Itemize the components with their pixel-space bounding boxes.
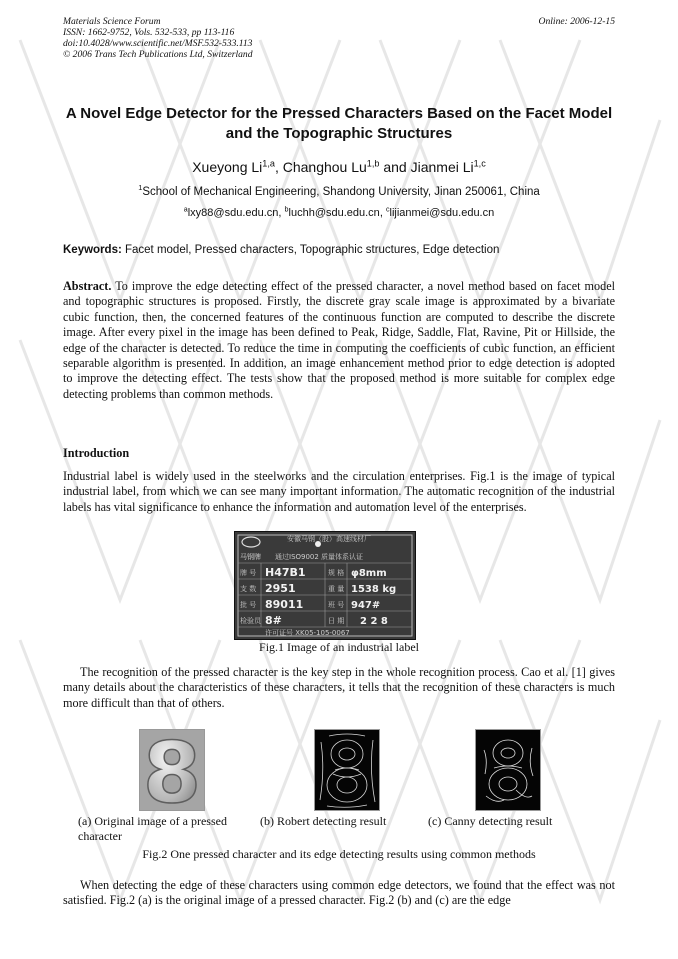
email-address[interactable]: luchh@sdu.edu.cn [288,207,380,219]
row-value: 89011 [265,598,304,611]
author-affil-sup: 1,a [262,158,275,169]
issn-line: ISSN: 1662-9752, Vols. 532-533, pp 113-116 [63,27,235,38]
email-list [0,207,678,219]
email-sup: c [385,205,390,214]
introduction-heading: Introduction [63,446,130,460]
logo-text: 马钢牌 [240,553,261,561]
abstract-paragraph [63,279,615,402]
figure-2a-image [139,729,205,811]
figure-2c-image [475,729,541,811]
author-list [0,159,678,175]
email-address[interactable]: lxy88@sdu.edu.cn [187,207,279,219]
keywords-line [63,244,615,256]
affiliation-text: School of Mechanical Engineering, Shandong University, Jinan 250061, China [142,186,540,198]
row-key: 规 格 [328,569,345,577]
row-key: 重 量 [328,585,345,593]
online-date: Online: 2006-12-15 [538,16,615,27]
email-sup: b [284,205,289,214]
keywords-label: Keywords: [63,244,122,256]
figure-1-caption: Fig.1 Image of an industrial label [259,640,419,654]
doi-line: doi:10.4028/www.scientific.net/MSF.532-533.113 [63,38,253,49]
industrial-label-graphic [235,532,415,639]
paper-title: A Novel Edge Detector for the Pressed Characters Based on the Facet Model and the Topographic Structures [65,105,613,142]
row-value: 2 2 8 [360,616,388,627]
row-key: 检验员 [240,617,261,625]
email-separator: , [278,207,285,219]
figure-2c-caption: (c) Canny detecting result [428,814,553,828]
pressed-character-photo [140,730,204,810]
author-name: Xueyong Li [192,159,263,175]
canny-edge-result [476,730,540,810]
figure-2-caption: Fig.2 One pressed character and its edge detecting results using common methods [142,847,536,861]
email-separator: , [379,207,386,219]
row-key: 牌 号 [240,569,257,577]
row-value: 947# [351,600,381,611]
journal-name: Materials Science Forum [63,16,161,27]
affiliation-sup: 1 [138,183,143,193]
affiliation [0,183,678,198]
figure-2b-image [314,729,380,811]
keywords-text: Facet model, Pressed characters, Topographic structures, Edge detection [121,244,500,256]
row-value: H47B1 [265,566,306,579]
pressed-glyph: 8 [142,730,202,810]
license-text: 许可证号 XK05-105-0067 [265,629,350,637]
figure-2a-caption: (a) Original image of a pressed character [78,814,227,843]
author-separator: and [379,159,411,175]
row-key: 班 号 [328,601,345,609]
row-value: 2951 [265,582,296,595]
introduction-paragraph-2: The recognition of the pressed character is the key step in the whole recognition process. Cao et al. [1] gives many details about the characteristics of these characters, it tells that the recognition of these characters is much more difficult than that of others. [63,665,615,710]
abstract-text: To improve the edge detecting effect of the pressed character, a novel method based on facet model and topographic structures is proposed. Firstly, the discrete gray scale image is approximated by a bivariate cubic function, then, the concerned features of the continuous function are computed to describe the discrete image. After every pixel in the image has been defined to Peak, Ridge, Saddle, Flat, Ravine, Pit or Hillside, the edge of the character is detected. To reduce the time in computing the coefficients of cubic function, an efficient separable algorithm is presented. In addition, an image enhancement method prior to edge detection is adopted to improve the detecting effect. The tests show that the proposed method is more suitable for complex edge detecting problems than common methods. [63,279,615,401]
row-key: 批 号 [240,601,257,609]
company-name: 安徽马钢（股）高速线材厂 [287,535,371,543]
email-address[interactable]: lijianmei@sdu.edu.cn [389,207,495,219]
row-key: 支 数 [240,585,257,593]
robert-edge-result [315,730,379,810]
author-affil-sup: 1,c [473,158,486,169]
row-value: 1538 kg [351,584,397,595]
author-affil-sup: 1,b [366,158,380,169]
cert-text: 通过ISO9002 质量体系认证 [275,553,364,561]
email-sup: a [183,205,188,214]
row-key: 日 期 [328,617,345,625]
copyright-line: © 2006 Trans Tech Publications Ltd, Switzerland [63,49,253,60]
figure-1-image [234,531,416,640]
abstract-label: Abstract. [63,279,112,293]
author-name: Jianmei Li [410,159,474,175]
figure-2b-caption: (b) Robert detecting result [260,814,387,828]
author-separator: , [274,159,283,175]
row-value: 8# [265,614,282,627]
author-name: Changhou Lu [282,159,367,175]
journal-header [63,16,253,60]
introduction-paragraph-3: When detecting the edge of these characters using common edge detectors, we found that the effect was not satisfied. Fig.2 (a) is the original image of a pressed character. Fig.2 (b) and (c) are the edge [63,878,615,908]
row-value: φ8mm [351,568,387,579]
introduction-paragraph-1: Industrial label is widely used in the steelworks and the circulation enterprises. Fig.1 is the image of typical industrial label, from which we can see many important information. The automatic recognition of the industrial labels has vital significance to enhance the information and automation level of the enterprises. [63,469,615,514]
